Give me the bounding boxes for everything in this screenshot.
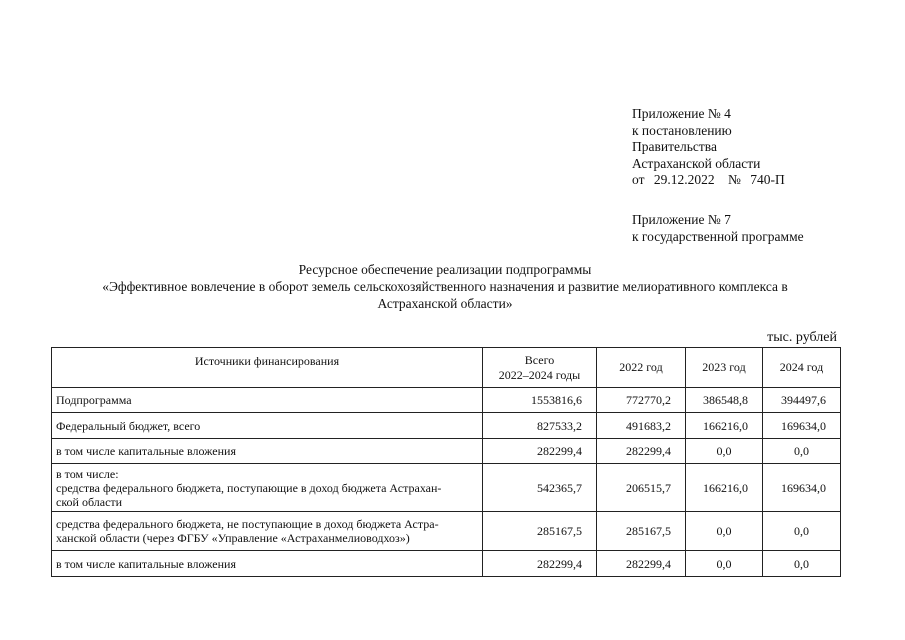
- header-total: Всего 2022–2024 годы: [483, 348, 597, 388]
- title-line-2: «Эффективное вовлечение в оборот земель сельскохозяйственного назначения и развитие мелиоративного комплекса в: [102, 279, 788, 294]
- row-total: 282299,4: [483, 439, 597, 464]
- table-row: [52, 551, 841, 577]
- row-source: средства федерального бюджета, не поступающие в доход бюджета Астра- ханской области (через ФГБУ «Управление «Астраханмелиоводхоз»): [52, 512, 483, 551]
- financing-table: [51, 347, 841, 577]
- row-total: 827533,2: [483, 413, 597, 439]
- table-row: [52, 388, 841, 413]
- appendix-4-line3: Правительства: [632, 139, 717, 154]
- appendix-7-title: Приложение № 7: [632, 212, 731, 227]
- appendix-4-block: [632, 106, 785, 189]
- header-2022: 2022 год: [597, 348, 686, 388]
- table-row: [52, 464, 841, 512]
- row-source: в том числе капитальные вложения: [52, 439, 483, 464]
- row-2023: 166216,0: [686, 413, 763, 439]
- row-2022: 772770,2: [597, 388, 686, 413]
- table-row: [52, 439, 841, 464]
- document-title: [40, 261, 850, 312]
- appendix-4-line4: Астраханской области: [632, 155, 761, 171]
- header-2023: 2023 год: [686, 348, 763, 388]
- header-2024: 2024 год: [763, 348, 841, 388]
- title-line-1: Ресурсное обеспечение реализации подпрограммы: [298, 262, 592, 277]
- row-total: 285167,5: [483, 512, 597, 551]
- resolution-number: 740-П: [750, 172, 785, 187]
- appendix-7-block: [632, 212, 804, 245]
- appendix-7-line2: к государственной программе: [632, 228, 804, 244]
- units-label: тыс. рублей: [767, 330, 837, 345]
- row-source: в том числе: средства федерального бюджета, поступающие в доход бюджета Астрахан- ской области: [52, 464, 483, 512]
- row-2023: 0,0: [686, 551, 763, 577]
- appendix-4-title: Приложение № 4: [632, 106, 731, 121]
- row-total: 1553816,6: [483, 388, 597, 413]
- date-prefix: от: [632, 172, 645, 187]
- row-2024: 0,0: [763, 551, 841, 577]
- appendix-4-date-line: [632, 172, 785, 189]
- row-source: Подпрограмма: [52, 388, 483, 413]
- row-total: 542365,7: [483, 464, 597, 512]
- row-source: в том числе капитальные вложения: [52, 551, 483, 577]
- header-source: Источники финансирования: [52, 348, 483, 388]
- title-line-3: Астраханской области»: [377, 296, 513, 311]
- table-row: [52, 413, 841, 439]
- row-2023: 386548,8: [686, 388, 763, 413]
- row-total: 282299,4: [483, 551, 597, 577]
- table-row: [52, 512, 841, 551]
- row-2024: 394497,6: [763, 388, 841, 413]
- row-2024: 0,0: [763, 439, 841, 464]
- row-2023: 166216,0: [686, 464, 763, 512]
- row-2022: 491683,2: [597, 413, 686, 439]
- resolution-date: 29.12.2022: [653, 172, 715, 187]
- appendix-4-line2: к постановлению: [632, 122, 732, 138]
- row-2022: 206515,7: [597, 464, 686, 512]
- table-header-row: [52, 348, 841, 388]
- number-sign: №: [727, 172, 741, 187]
- row-source: Федеральный бюджет, всего: [52, 413, 483, 439]
- row-2023: 0,0: [686, 512, 763, 551]
- row-2022: 282299,4: [597, 551, 686, 577]
- row-2024: 169634,0: [763, 464, 841, 512]
- row-2023: 0,0: [686, 439, 763, 464]
- row-2024: 169634,0: [763, 413, 841, 439]
- row-2022: 285167,5: [597, 512, 686, 551]
- row-2022: 282299,4: [597, 439, 686, 464]
- row-2024: 0,0: [763, 512, 841, 551]
